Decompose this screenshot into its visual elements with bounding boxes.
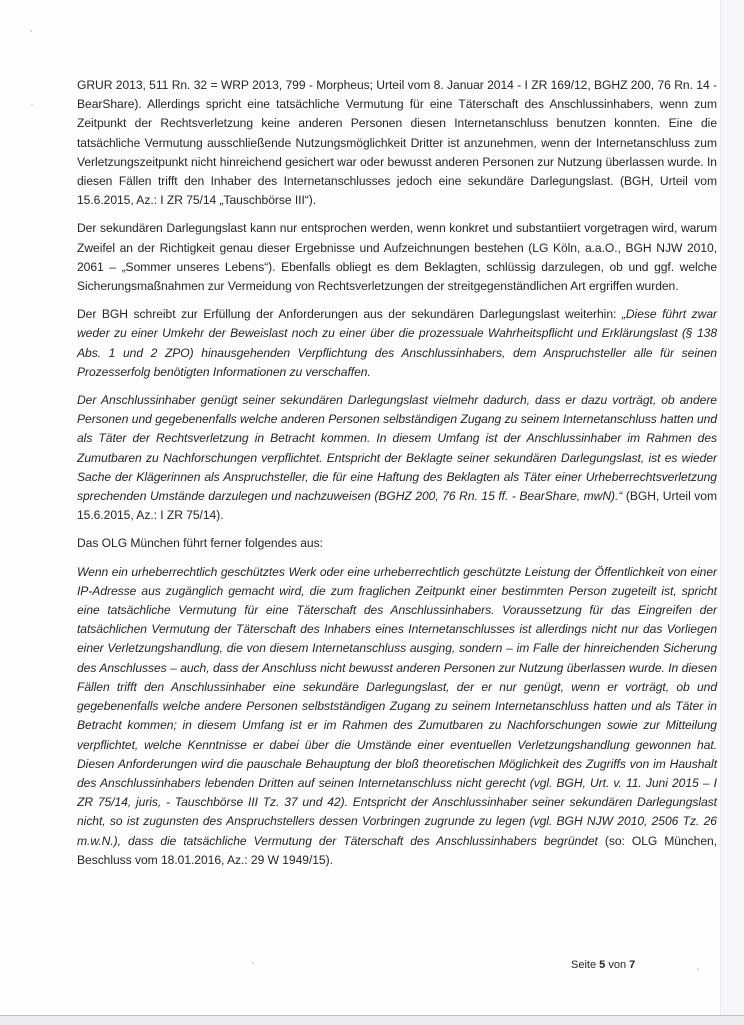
paragraph-bgh-vermutung: GRUR 2013, 511 Rn. 32 = WRP 2013, 799 - Morpheus; Urteil vom 8. Januar 2014 - I ZR 169/12, BGHZ 200, 76 Rn. 14 - BearShare). Allerdings spricht eine tatsächliche Vermutung für eine Täterschaft des Anschlussinhabers, wenn zum Zeitpunkt der Rechtsverletzung keine anderen Personen diesen Internetanschluss benutzen konnten. Eine die tatsächliche Vermutung ausschließende Nutzungsmöglichkeit Dritter ist anzunehmen, wenn der Internetanschluss zum Verletzungszeitpunkt nicht hinreichend gesichert war oder bewusst anderen Personen zur Nutzung überlassen wurde. In diesen Fällen trifft den Inhaber des Internetanschlusses jedoch eine sekundäre Darlegungslast. (BGH, Urteil vom 15.6.2015, Az.: I ZR 75/14 „Tauschbörse III“). <box>77 78 717 208</box>
current-page: 5 <box>599 959 606 971</box>
scan-speck <box>697 968 699 970</box>
paragraph-olg-quote <box>77 563 717 870</box>
quote-text: Wenn ein urheberrechtlich geschütztes Werk oder eine urheberrechtlich geschützte Leistung der Öffentlichkeit von einer IP-Adresse aus zugänglich gemacht wird, die zum fraglichen Zeitpunkt einer bestimmten Person zugeteilt ist, spricht eine tatsächliche Vermutung für eine Täterschaft des Anschlussinhabers. Voraussetzung für das Eingreifen der tatsächlichen Vermutung der Täterschaft des Inhabers eines Internetanschlusses ist allerdings nicht nur das Vorliegen einer Verletzungshandlung, die von diesem Internetanschluss ausging, sondern – im Falle der hinreichenden Sicherung des Anschlusses – auch, dass der Anschluss nicht bewusst anderen Personen zur Nutzung überlassen wurde. In diesen Fällen trifft den Anschlussinhaber eine sekundäre Darlegungslast, der er nur genügt, wenn er vorträgt, ob und gegebenenfalls welche andere Personen selbstständigen Zugang zu seinem Internetanschluss hatten und als Täter in Betracht kommen; in diesem Umfang ist er im Rahmen des Zumutbaren zu Nachforschungen sowie zur Mitteilung verpflichtet, welche Kenntnisse er dabei über die Umstände einer eventuellen Verletzungshandlung gewonnen hat. Diesen Anforderungen wird die pauschale Behauptung der bloß theoretischen Möglichkeit des Zugriffs von im Haushalt des Anschlussinhabers lebenden Dritten auf seinen Internetanschluss nicht gerecht (vgl. BGH, Urt. v. 11. Juni 2015 – I ZR 75/14, juris, - Tauschbörse III Tz. 37 und 42). Entspricht der Anschlussinhaber seiner sekundären Darlegungslast nicht, so ist zugunsten des Anspruchstellers dessen Vorbringen zugrunde zu legen (vgl. BGH NJW 2010, 2506 Tz. 26 m.w.N.), dass die tatsächliche Vermutung der Täterschaft des Anschlussinhabers begründet <box>77 564 717 848</box>
paragraph-anschlussinhaber-quote <box>77 391 717 525</box>
document-body <box>77 76 717 879</box>
paragraph-lead: Der BGH schreibt zur Erfüllung der Anforderungen aus der sekundären Darlegungslast weiterhin: <box>77 307 622 322</box>
quote-text: „Diese führt zwar weder zu einer Umkehr der Beweislast noch zu einer über die prozessuale Wahrheitspflicht und Erklärungslast (§ 138 Abs. 1 und 2 ZPO) hinausgehenden Verpflichtung des Anschlussinhabers, dem Anspruchsteller alle für seinen Prozesserfolg benötigten Informationen zu verschaffen. <box>77 307 717 379</box>
scan-speck <box>252 962 254 964</box>
quote-text: Der Anschlussinhaber genügt seiner sekundären Darlegungslast vielmehr dadurch, dass er dazu vorträgt, ob andere Personen und gegebenenfalls welche anderen Personen selbständigen Zugang zu seinem Internetanschluss hatten und als Täter der Rechtsverletzung in Betracht kommen. In diesem Umfang ist der Anschlussinhaber im Rahmen des Zumutbaren zu Nachforschungen verpflichtet. Entspricht der Beklagte seiner sekundären Darlegungslast, ist es wieder Sache der Klägerinnen als Anspruchsteller, die für eine Haftung des Beklagten als Täter einer Urheberrechtsverletzung sprechenden Umstände darzulegen und nachzuweisen (BGHZ 200, 76 Rn. 15 ff. - BearShare, mwN).“ <box>77 393 717 504</box>
scan-speck <box>30 30 32 32</box>
total-pages: 7 <box>629 959 636 971</box>
citation: (BGH, Urteil vom 15.6.2015, Az.: I ZR 75/14). <box>77 489 717 523</box>
paragraph-olg-intro: Das OLG München führt ferner folgendes aus: <box>77 536 323 551</box>
citation: (so: OLG München, Beschluss vom 18.01.2016, Az.: 29 W 1949/15). <box>77 833 717 867</box>
page-prefix: Seite <box>571 959 600 971</box>
scan-edge-right <box>720 0 744 1015</box>
page-middle: von <box>605 959 630 971</box>
paragraph-bgh-anforderungen <box>77 305 717 382</box>
paragraph-sekundaere-darlegungslast: Der sekundären Darlegungslast kann nur entsprochen werden, wenn konkret und substantiiert vorgetragen wird, warum Zweifel an der Richtigkeit genau dieser Ergebnisse und Aufzeichnungen bestehen (LG Köln, a.a.O., BGH NJW 2010, 2061 – „Sommer unseres Lebens“). Ebenfalls obliegt es dem Beklagten, schlüssig darzulegen, ob und ggf. welche Sicherungsmaßnahmen zur Vermeidung von Rechtsverletzungen der streitgegenständlichen Art ergriffen wurden. <box>77 221 717 294</box>
scan-speck <box>31 104 33 106</box>
page-number <box>571 959 635 971</box>
